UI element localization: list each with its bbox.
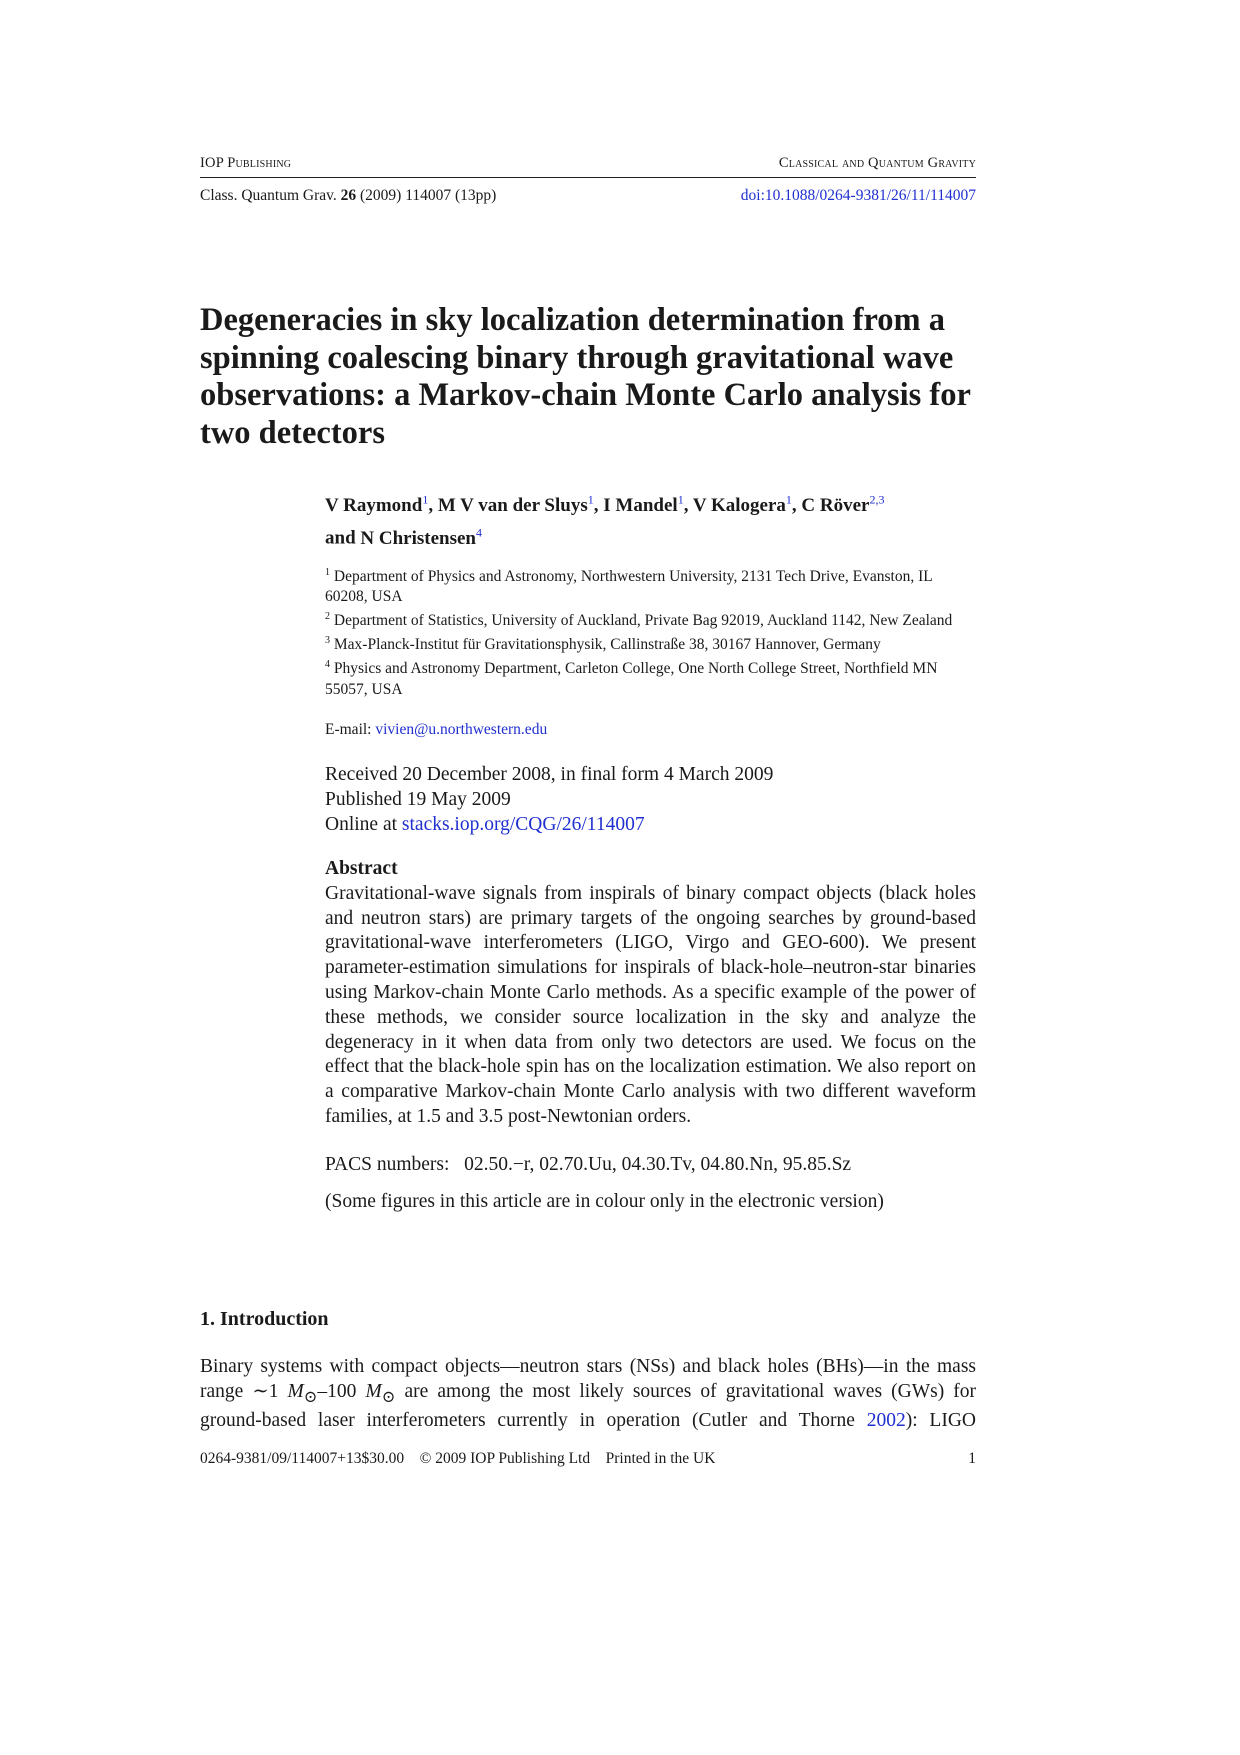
publication-dates (325, 762, 773, 837)
author: N Christensen$^4$ (360, 525, 482, 549)
paper-title: Degeneracies in sky localization determination from a spinning coalescing binary through gravitational wave observations: a Markov-chain Monte Carlo analysis for two detectors (200, 302, 971, 451)
citation-prefix: Class. Quantum Grav. (200, 187, 337, 204)
pacs-label: PACS numbers: (325, 1154, 450, 1175)
author-affil-link[interactable]: 1 (785, 493, 792, 507)
abstract-text: Gravitational-wave signals from inspirals of binary compact objects (black holes and neutron stars) are primary targets of the ongoing searches by ground-based gravitational-wave interferometers (LIGO, Virgo and GEO-600). We present parameter-estimation simulations for inspirals of black-hole–neutron-star binaries using Markov-chain Monte Carlo methods. As a specific example of the power of these methods, we consider source localization in the sky and analyze the degeneracy in it when data from only two detectors are used. We focus on the effect that the black-hole spin has on the localization estimation. We also report on a comparative Markov-chain Monte Carlo analysis with two different waveform families, at 1.5 and 3.5 post-Newtonian orders. (325, 882, 976, 1127)
header-rule (200, 177, 976, 178)
author: V Kalogera$^1$, (692, 493, 802, 517)
colour-note: (Some figures in this article are in colour only in the electronic version) (325, 1191, 884, 1212)
affiliation: $^1$ Department of Physics and Astronomy, Northwestern University, 2131 Tech Drive, Evanston, IL 60208, USA (325, 567, 933, 606)
author: M V van der Sluys$^1$, (437, 493, 604, 517)
citation-volume: 26 (340, 187, 357, 204)
abstract-heading: Abstract (325, 858, 398, 879)
footer-printed: Printed in the UK (605, 1450, 716, 1467)
email-link[interactable]: vivien@u.northwestern.edu (375, 721, 548, 738)
footer-line (200, 1450, 715, 1468)
author: C Röver$^{2,3}$ (801, 493, 885, 517)
author-affil-link[interactable]: 1 (422, 493, 429, 507)
abstract-section (325, 857, 976, 1130)
online-link[interactable]: stacks.iop.org/CQG/26/114007 (401, 814, 645, 835)
journal-name: Classical and Quantum Gravity (778, 155, 976, 171)
section-heading: 1. Introduction (200, 1308, 329, 1330)
published-date: Published 19 May 2009 (325, 789, 511, 810)
page-number: 1 (968, 1450, 976, 1467)
author-affil-link[interactable]: 2,3 (869, 493, 885, 507)
author-affil-link[interactable]: 4 (475, 525, 482, 540)
author-affil-link[interactable]: 1 (677, 493, 684, 507)
intro-paragraph: Binary systems with compact objects—neutron stars (NSs) and black holes (BHs)—in the mass range ∼1 $M_⊙-100$ $M_⊙$ are among the most likely sources of gravitational waves (GWs) for ground-based laser interferometers currently in operation (Cutler and Thorne 2002): LIGO (200, 1356, 976, 1432)
citation-line (200, 187, 496, 205)
email-label: E-mail: (325, 721, 372, 738)
citation-year-link[interactable]: 2002 (866, 1410, 906, 1432)
pacs-numbers: 02.50.−r, 02.70.Uu, 04.30.Tv, 04.80.Nn, 95.85.Sz (464, 1154, 852, 1175)
author: I Mandel$^1$, (603, 493, 693, 517)
received-date: Received 20 December 2008, in final form 4 March 2009 (325, 764, 774, 785)
footer-code: 0264-9381/09/114007+13$30.00 (200, 1450, 405, 1467)
citation-suffix: (2009) 114007 (13pp) (360, 187, 497, 204)
author-list (325, 487, 985, 552)
affiliation-list (325, 563, 975, 700)
affiliation: $^2$ Department of Statistics, University of Auckland, Private Bag 92019, Auckland 1142, New Zealand (325, 611, 953, 630)
affiliation: $^3$ Max-Planck-Institut für Gravitationsphysik, Callinstraße 38, 30167 Hannover, Germany (325, 635, 881, 654)
online-line: Online at stacks.iop.org/CQG/26/114007 (325, 814, 645, 835)
publisher-label: IOP Publishing (200, 155, 292, 171)
email-line (325, 721, 547, 739)
author-joiner: and (325, 527, 361, 549)
affiliation: $^4$ Physics and Astronomy Department, Carleton College, One North College Street, Northfield MN 55057, USA (325, 659, 938, 698)
author: V Raymond$^1$, (325, 493, 438, 517)
pacs-line (325, 1154, 851, 1176)
author-affil-link[interactable]: 1 (587, 493, 594, 507)
doi-link[interactable]: doi:10.1088/0264-9381/26/11/114007 (740, 187, 976, 204)
footer-copyright: © 2009 IOP Publishing Ltd (419, 1450, 591, 1467)
